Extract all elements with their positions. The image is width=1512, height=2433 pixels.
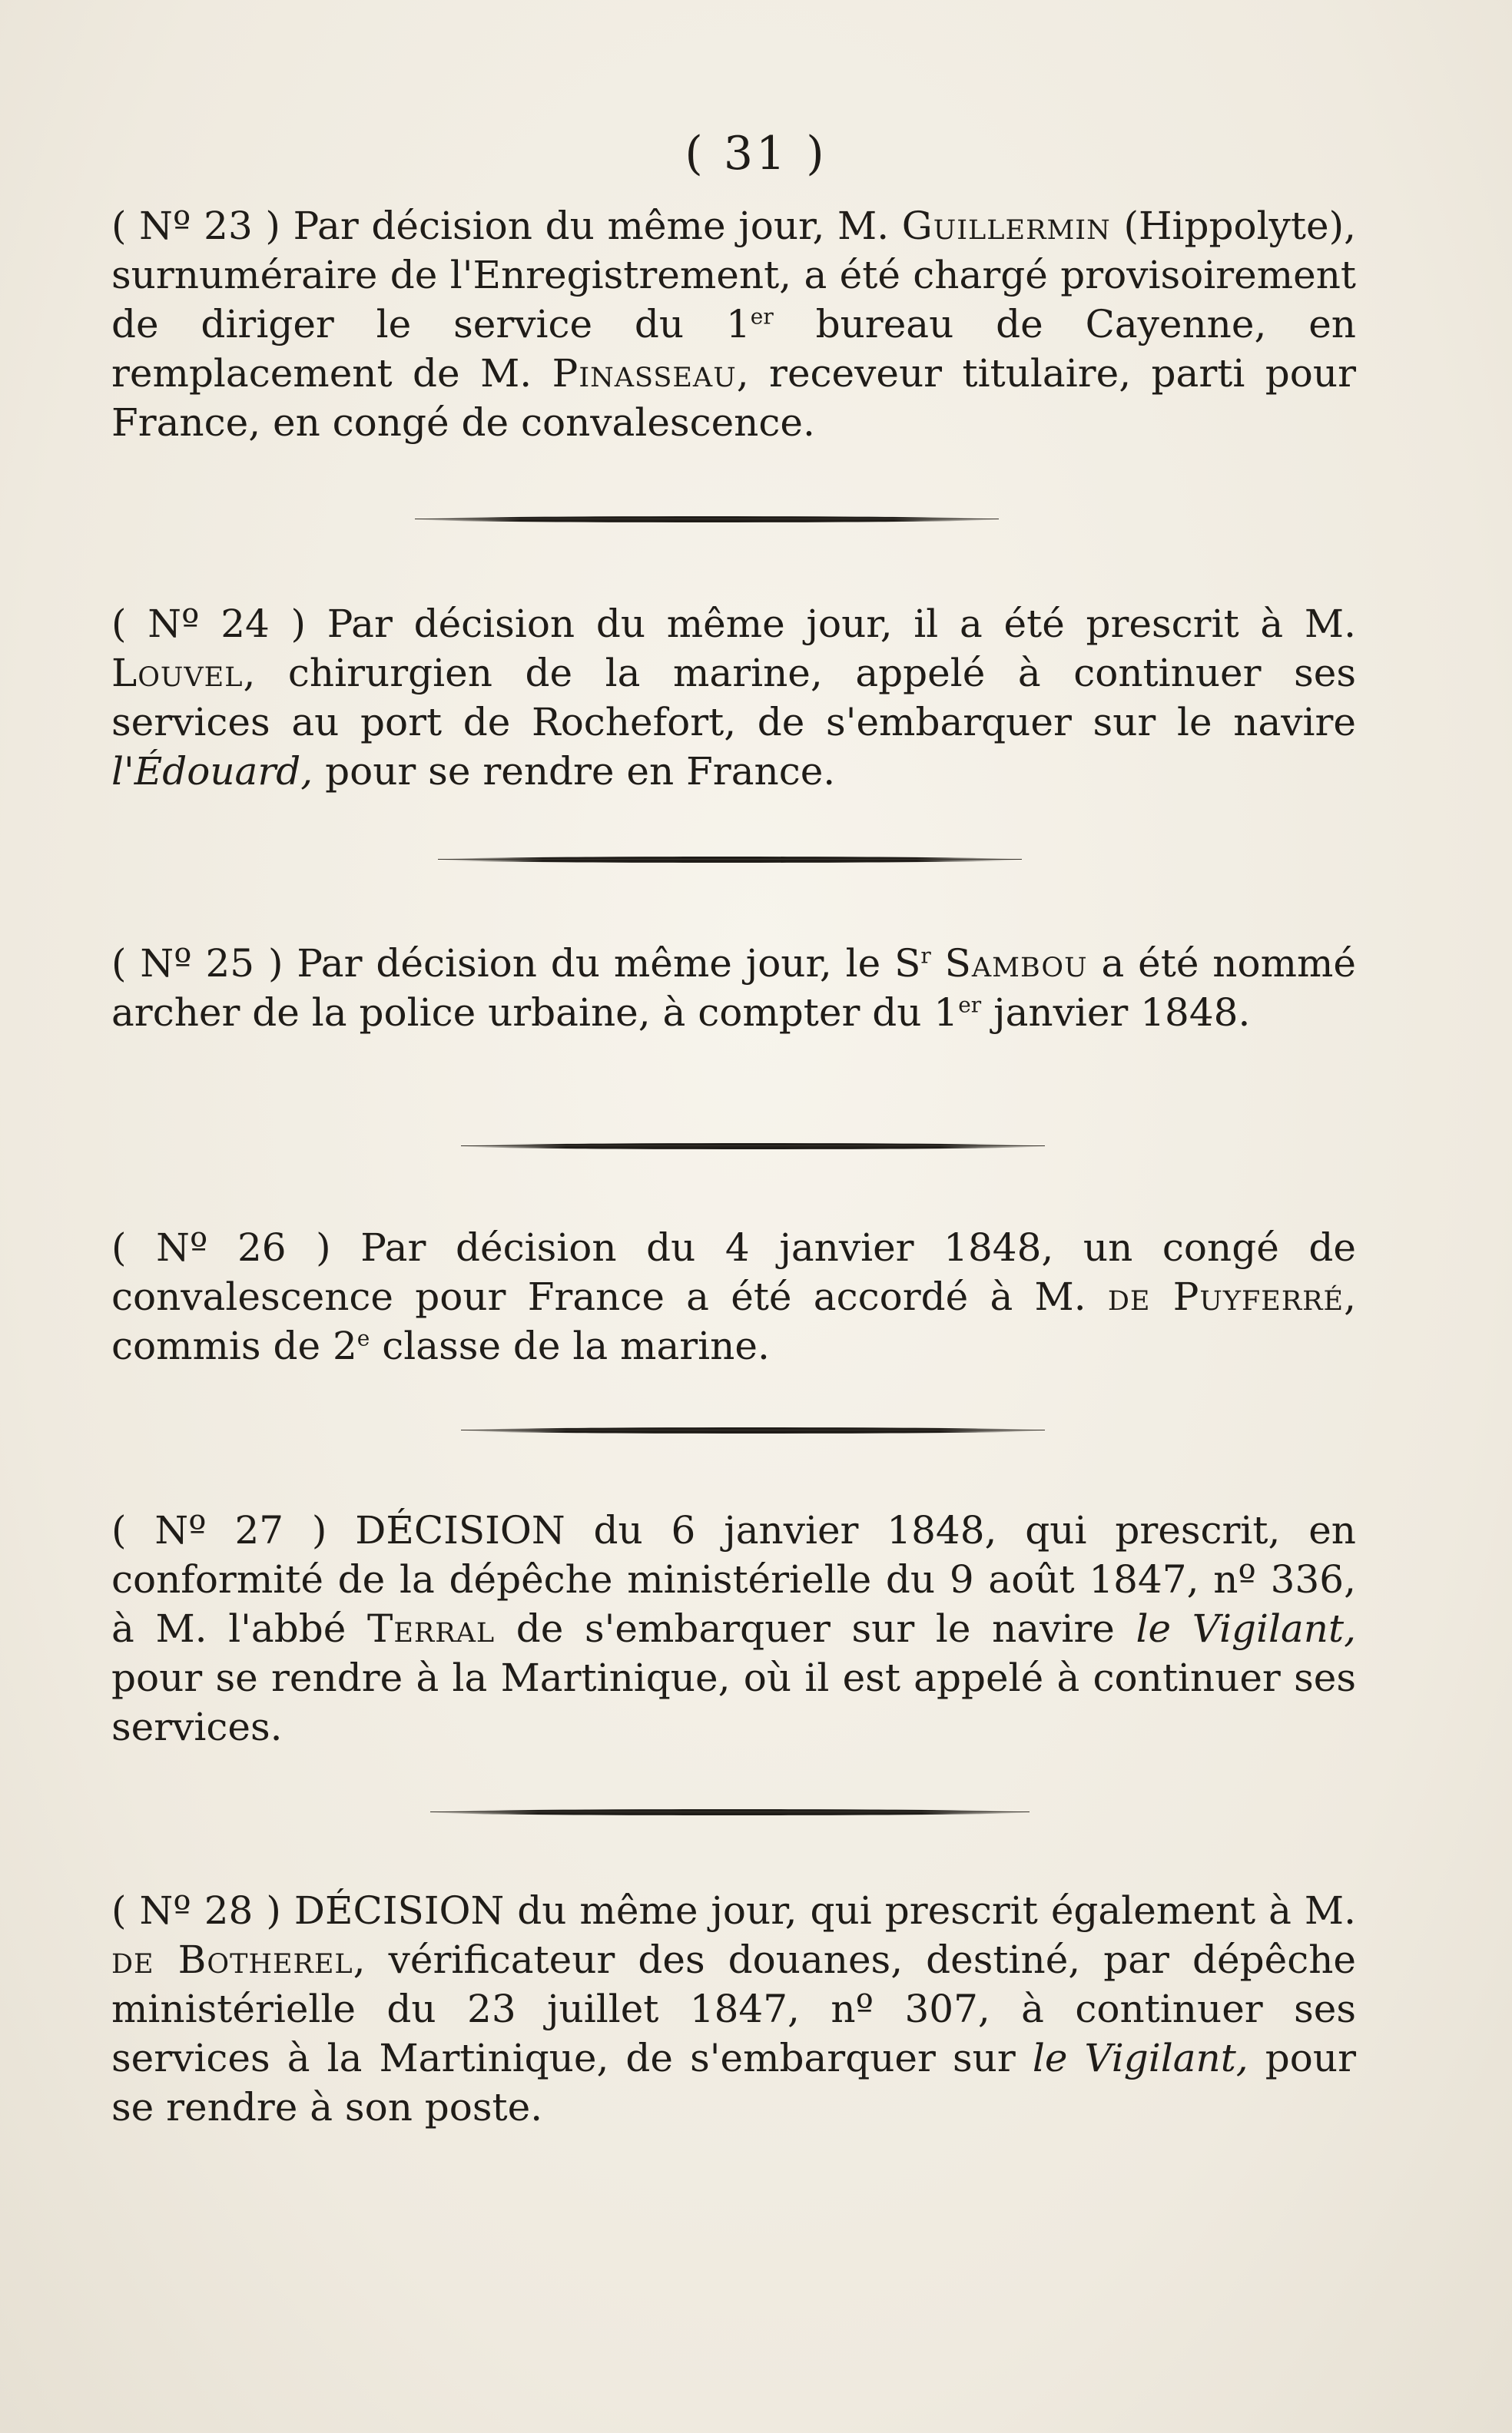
entry-number: ( Nº 27 ) <box>111 1508 327 1553</box>
person-name: Terral <box>367 1606 496 1651</box>
section-divider <box>461 1427 1045 1434</box>
person-name: Louvel <box>111 651 244 695</box>
entry-23: ( Nº 23 ) Par décision du même jour, M. Guillermin (Hippolyte), surnuméraire de l'Enregistrement, a été chargé provisoirement de diriger le service du 1er bureau de Cayenne, en remplacement de M. Pinasseau, receveur titulaire, parti pour France, en congé de convalescence. <box>111 204 1357 445</box>
person-name: de Puyferré <box>1107 1275 1345 1319</box>
entry-number: ( Nº 26 ) <box>111 1225 331 1270</box>
ship-name: l'Édouard, <box>111 749 313 794</box>
entry-24: ( Nº 24 ) Par décision du même jour, il a été prescrit à M. Louvel, chirurgien de la marine, appelé à continuer ses services au port de Rochefort, de s'embarquer sur le navire l'Édouard, pour se rendre en France. <box>111 602 1356 794</box>
entry-number: ( Nº 28 ) <box>111 1888 281 1933</box>
section-divider <box>430 1809 1030 1815</box>
entry-25: ( Nº 25 ) Par décision du même jour, le $S^r$ Sambou a été nommé archer de la police urbaine, à compter du 1er janvier 1848. <box>111 941 1357 1035</box>
ship-name: le Vigilant, <box>1136 1606 1356 1651</box>
entry-number: ( Nº 23 ) <box>111 204 280 248</box>
entry-number: ( Nº 25 ) <box>111 941 284 986</box>
entry-26: ( Nº 26 ) Par décision du 4 janvier 1848, un congé de convalescence pour France a été accordé à M. de Puyferré, commis de 2e classe de la marine. <box>111 1225 1356 1368</box>
section-divider <box>415 516 999 522</box>
person-name: Guillermin <box>901 204 1111 248</box>
person-name: de Botherel <box>111 1937 353 1982</box>
ship-name: le Vigilant, <box>1032 2036 1248 2080</box>
section-divider <box>438 857 1022 863</box>
entry-27: ( Nº 27 ) DÉCISION du 6 janvier 1848, qui prescrit, en conformité de la dépêche ministérielle du 9 août 1847, nº 336, à M. l'abbé Terral de s'embarquer sur le navire le Vigilant, pour se rendre à la Martinique, où il est appelé à continuer ses services. <box>111 1508 1356 1749</box>
person-name: Sambou <box>944 941 1088 986</box>
section-divider <box>461 1143 1045 1149</box>
entry-number: ( Nº 24 ) <box>111 602 307 646</box>
person-name: Pinasseau <box>552 351 737 396</box>
entry-28: ( Nº 28 ) DÉCISION du même jour, qui prescrit également à M. de Botherel, vérificateur des douanes, destiné, par dépêche ministérielle du 23 juillet 1847, nº 307, à continuer ses services à la Martinique, de s'embarquer sur le Vigilant, pour se rendre à son poste. <box>111 1888 1356 2130</box>
page-number: ( 31 ) <box>685 127 827 181</box>
